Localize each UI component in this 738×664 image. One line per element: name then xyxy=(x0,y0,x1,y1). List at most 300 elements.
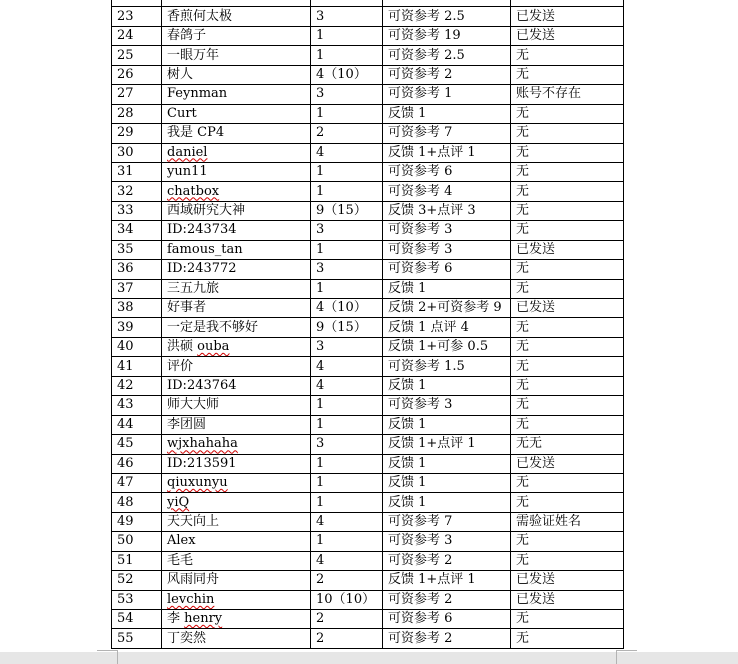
note-cell-text: 可资参考 3 xyxy=(388,533,453,549)
status-cell[interactable] xyxy=(511,318,624,337)
note-cell[interactable] xyxy=(383,571,511,590)
count-cell-text: 1 xyxy=(316,397,325,413)
note-cell[interactable] xyxy=(383,240,511,259)
status-cell[interactable] xyxy=(511,415,624,434)
row-number-cell-text: 34 xyxy=(117,222,134,238)
status-cell-text: 无 xyxy=(516,339,530,355)
table-row xyxy=(112,590,624,609)
note-cell-text: 可资参考 2 xyxy=(388,591,453,607)
status-cell[interactable] xyxy=(511,435,624,454)
count-cell[interactable] xyxy=(311,435,383,454)
status-cell[interactable] xyxy=(511,337,624,356)
status-cell[interactable] xyxy=(511,512,624,531)
count-cell-text: 3 xyxy=(316,339,325,355)
table-row xyxy=(112,104,624,123)
name-cell-text: qiuxunyu xyxy=(167,475,228,491)
note-cell[interactable] xyxy=(383,629,511,648)
status-cell[interactable] xyxy=(511,610,624,629)
status-cell-text: 无 xyxy=(516,397,530,413)
name-cell[interactable] xyxy=(162,26,311,45)
name-cell-text: famous_tan xyxy=(167,241,243,257)
status-cell-text: 无 xyxy=(516,105,530,121)
count-cell[interactable] xyxy=(311,65,383,84)
note-cell-text: 可资参考 3 xyxy=(388,241,453,257)
status-cell-text: 无 xyxy=(516,47,530,63)
count-cell[interactable] xyxy=(311,240,383,259)
row-number-cell-text: 48 xyxy=(117,494,134,510)
name-cell-text: 评价 xyxy=(167,358,194,374)
note-cell-text: 反馈 1 xyxy=(388,377,427,393)
status-cell-text: 无 xyxy=(516,144,530,160)
count-cell-text: 4 xyxy=(316,377,325,393)
row-number-cell[interactable] xyxy=(112,396,162,415)
count-cell-text: 3 xyxy=(316,86,325,102)
row-number-cell-text: 28 xyxy=(117,105,134,121)
note-cell[interactable] xyxy=(383,162,511,181)
name-cell[interactable] xyxy=(162,376,311,395)
note-cell[interactable] xyxy=(383,221,511,240)
status-cell-text: 无 xyxy=(516,611,530,627)
note-cell-text: 可资参考 6 xyxy=(388,611,453,627)
row-number-cell[interactable] xyxy=(112,65,162,84)
count-cell-text: 1 xyxy=(316,241,325,257)
table-row xyxy=(112,337,624,356)
table-row xyxy=(112,376,624,395)
status-cell-text: 已发送 xyxy=(516,572,556,588)
count-cell[interactable] xyxy=(311,473,383,492)
status-cell-text: 无 xyxy=(516,358,530,374)
count-cell[interactable] xyxy=(311,85,383,104)
row-number-cell[interactable] xyxy=(112,7,162,26)
row-number-cell-text: 23 xyxy=(117,8,134,24)
row-number-cell[interactable] xyxy=(112,85,162,104)
count-cell[interactable] xyxy=(311,46,383,65)
status-cell[interactable] xyxy=(511,571,624,590)
row-number-cell-text: 52 xyxy=(117,572,134,588)
name-cell[interactable] xyxy=(162,435,311,454)
count-cell[interactable] xyxy=(311,124,383,143)
note-cell-text: 反馈 1 xyxy=(388,416,427,432)
row-number-cell[interactable] xyxy=(112,221,162,240)
count-cell[interactable] xyxy=(311,201,383,220)
margin-corner-mark-right xyxy=(616,650,637,664)
status-cell-text: 无 xyxy=(516,494,530,510)
count-cell-text: 2 xyxy=(316,630,325,646)
name-cell[interactable] xyxy=(162,396,311,415)
row-number-cell-text: 24 xyxy=(117,28,134,44)
note-cell[interactable] xyxy=(383,454,511,473)
note-cell[interactable] xyxy=(383,551,511,570)
name-cell[interactable] xyxy=(162,299,311,318)
name-cell[interactable] xyxy=(162,454,311,473)
count-cell-text: 1 xyxy=(316,47,325,63)
note-cell[interactable] xyxy=(383,396,511,415)
count-cell[interactable] xyxy=(311,221,383,240)
count-cell[interactable] xyxy=(311,396,383,415)
note-cell[interactable] xyxy=(383,610,511,629)
status-cell[interactable] xyxy=(511,221,624,240)
count-cell[interactable] xyxy=(311,357,383,376)
name-cell-text: 洪硕 ouba xyxy=(167,339,230,355)
status-cell-text: 无 xyxy=(516,261,530,277)
row-number-cell[interactable] xyxy=(112,610,162,629)
status-cell[interactable] xyxy=(511,532,624,551)
row-number-cell[interactable] xyxy=(112,473,162,492)
row-number-cell-text: 42 xyxy=(117,377,134,393)
count-cell-text: 9（15） xyxy=(316,203,367,219)
status-cell[interactable] xyxy=(511,26,624,45)
note-cell[interactable] xyxy=(383,318,511,337)
count-cell-text: 2 xyxy=(316,572,325,588)
count-cell[interactable] xyxy=(311,376,383,395)
count-cell-text: 1 xyxy=(316,105,325,121)
table-row xyxy=(112,299,624,318)
name-cell[interactable] xyxy=(162,415,311,434)
status-cell[interactable] xyxy=(511,104,624,123)
count-cell-text: 4 xyxy=(316,514,325,530)
count-cell[interactable] xyxy=(311,162,383,181)
name-cell[interactable] xyxy=(162,610,311,629)
row-number-cell[interactable] xyxy=(112,162,162,181)
count-cell[interactable] xyxy=(311,0,383,7)
status-cell-text: 需验证姓名 xyxy=(516,514,582,530)
note-cell-text: 反馈 1 点评 4 xyxy=(388,319,469,335)
status-cell[interactable] xyxy=(511,240,624,259)
status-cell[interactable] xyxy=(511,201,624,220)
table-row xyxy=(112,182,624,201)
note-cell[interactable] xyxy=(383,376,511,395)
name-cell-text: 李团圆 xyxy=(167,416,207,432)
status-cell[interactable] xyxy=(511,590,624,609)
table-row xyxy=(112,415,624,434)
count-cell[interactable] xyxy=(311,26,383,45)
count-cell[interactable] xyxy=(311,7,383,26)
note-cell[interactable] xyxy=(383,299,511,318)
name-cell-text: 树人 xyxy=(167,66,194,82)
name-cell-text: yun11 xyxy=(167,164,208,180)
count-cell[interactable] xyxy=(311,299,383,318)
table-row xyxy=(112,7,624,26)
name-cell-text: Feynman xyxy=(167,86,228,102)
note-cell-text: 可资参考 2 xyxy=(388,552,453,568)
note-cell[interactable] xyxy=(383,512,511,531)
name-cell[interactable] xyxy=(162,240,311,259)
row-number-cell[interactable] xyxy=(112,376,162,395)
row-number-cell-text: 30 xyxy=(117,144,134,160)
note-cell[interactable] xyxy=(383,46,511,65)
name-cell[interactable] xyxy=(162,357,311,376)
note-cell-text: 反馈 1 xyxy=(388,475,427,491)
note-cell-text: 可资参考 1 xyxy=(388,86,453,102)
name-cell-text: 西域研究大神 xyxy=(167,203,246,219)
name-cell-text: ID:243734 xyxy=(167,222,237,238)
table-row xyxy=(112,396,624,415)
status-cell[interactable] xyxy=(511,46,624,65)
name-cell[interactable] xyxy=(162,85,311,104)
row-number-cell[interactable] xyxy=(112,551,162,570)
name-cell[interactable] xyxy=(162,124,311,143)
row-number-cell[interactable] xyxy=(112,512,162,531)
name-cell[interactable] xyxy=(162,571,311,590)
row-number-cell[interactable] xyxy=(112,318,162,337)
note-cell[interactable] xyxy=(383,357,511,376)
name-cell-text: ID:243764 xyxy=(167,377,237,393)
note-cell-text: 可资参考 2.5 xyxy=(388,47,465,63)
row-number-cell-text: 55 xyxy=(117,630,134,646)
row-number-cell-text: 39 xyxy=(117,319,134,335)
row-number-cell-text: 53 xyxy=(117,591,134,607)
row-number-cell[interactable] xyxy=(112,182,162,201)
row-number-cell-text: 43 xyxy=(117,397,134,413)
name-cell[interactable] xyxy=(162,512,311,531)
status-cell-text: 无 xyxy=(516,280,530,296)
row-number-cell-text: 50 xyxy=(117,533,134,549)
count-cell[interactable] xyxy=(311,260,383,279)
status-cell-text: 无 xyxy=(516,66,530,82)
note-cell-text: 反馈 2+可资参考 9 xyxy=(388,300,502,316)
status-cell[interactable] xyxy=(511,629,624,648)
name-cell[interactable] xyxy=(162,551,311,570)
name-cell[interactable] xyxy=(162,279,311,298)
count-cell-text: 4 xyxy=(316,144,325,160)
note-cell[interactable] xyxy=(383,435,511,454)
table-row xyxy=(112,143,624,162)
table-row xyxy=(112,512,624,531)
row-number-cell[interactable] xyxy=(112,357,162,376)
row-number-cell-text: 38 xyxy=(117,300,134,316)
note-cell[interactable] xyxy=(383,7,511,26)
table-row xyxy=(112,532,624,551)
status-cell[interactable] xyxy=(511,279,624,298)
count-cell[interactable] xyxy=(311,279,383,298)
name-cell[interactable] xyxy=(162,337,311,356)
name-cell[interactable] xyxy=(162,590,311,609)
name-cell[interactable] xyxy=(162,473,311,492)
note-cell-text: 可资参考 4 xyxy=(388,183,453,199)
count-cell-text: 4 xyxy=(316,358,325,374)
note-cell[interactable] xyxy=(383,590,511,609)
margin-corner-mark-left xyxy=(97,650,118,664)
status-cell[interactable] xyxy=(511,85,624,104)
name-cell[interactable] xyxy=(162,46,311,65)
note-cell[interactable] xyxy=(383,532,511,551)
count-cell-text: 3 xyxy=(316,222,325,238)
count-cell-text: 1 xyxy=(316,494,325,510)
row-number-cell[interactable] xyxy=(112,493,162,512)
count-cell[interactable] xyxy=(311,551,383,570)
row-number-cell[interactable] xyxy=(112,26,162,45)
name-cell-text: daniel xyxy=(167,144,208,160)
count-cell-text: 10（10） xyxy=(316,591,376,607)
count-cell[interactable] xyxy=(311,610,383,629)
note-cell[interactable] xyxy=(383,85,511,104)
name-cell[interactable] xyxy=(162,318,311,337)
row-number-cell[interactable] xyxy=(112,299,162,318)
name-cell[interactable] xyxy=(162,532,311,551)
status-cell[interactable] xyxy=(511,65,624,84)
status-cell-text: 无无 xyxy=(516,436,543,452)
row-number-cell[interactable] xyxy=(112,435,162,454)
note-cell[interactable] xyxy=(383,279,511,298)
row-number-cell[interactable] xyxy=(112,590,162,609)
note-cell-text: 可资参考 2 xyxy=(388,66,453,82)
name-cell[interactable] xyxy=(162,493,311,512)
name-cell[interactable] xyxy=(162,7,311,26)
table-row xyxy=(112,46,624,65)
note-cell[interactable] xyxy=(383,415,511,434)
note-cell[interactable] xyxy=(383,473,511,492)
name-cell[interactable] xyxy=(162,629,311,648)
name-cell-text: Alex xyxy=(167,533,196,549)
name-cell-text: 一定是我不够好 xyxy=(167,319,259,335)
name-cell-text: 李 henry xyxy=(167,611,223,627)
table-row xyxy=(112,65,624,84)
note-cell-text: 反馈 1 xyxy=(388,494,427,510)
table-row xyxy=(112,454,624,473)
status-cell[interactable] xyxy=(511,493,624,512)
name-cell[interactable] xyxy=(162,104,311,123)
name-cell[interactable] xyxy=(162,182,311,201)
note-cell[interactable] xyxy=(383,143,511,162)
row-number-cell-text: 36 xyxy=(117,261,134,277)
note-cell-text: 反馈 1+点评 1 xyxy=(388,144,476,160)
note-cell[interactable] xyxy=(383,26,511,45)
row-number-cell-text: 46 xyxy=(117,455,134,471)
row-number-cell[interactable] xyxy=(112,532,162,551)
note-cell[interactable] xyxy=(383,124,511,143)
status-cell[interactable] xyxy=(511,454,624,473)
count-cell[interactable] xyxy=(311,571,383,590)
row-number-cell[interactable] xyxy=(112,46,162,65)
status-cell[interactable] xyxy=(511,162,624,181)
name-cell[interactable] xyxy=(162,65,311,84)
name-cell-text: 风雨同舟 xyxy=(167,572,220,588)
status-cell[interactable] xyxy=(511,260,624,279)
status-cell-text: 已发送 xyxy=(516,28,556,44)
note-cell-text: 反馈 1+点评 1 xyxy=(388,436,476,452)
note-cell-text: 反馈 3+点评 3 xyxy=(388,203,476,219)
row-number-cell[interactable] xyxy=(112,240,162,259)
status-cell[interactable] xyxy=(511,299,624,318)
status-cell-text: 无 xyxy=(516,164,530,180)
note-cell[interactable] xyxy=(383,65,511,84)
table-row xyxy=(112,473,624,492)
status-cell[interactable] xyxy=(511,376,624,395)
note-cell[interactable] xyxy=(383,0,511,7)
name-cell[interactable] xyxy=(162,221,311,240)
table-row xyxy=(112,162,624,181)
name-cell[interactable] xyxy=(162,143,311,162)
row-number-cell[interactable] xyxy=(112,415,162,434)
status-cell[interactable] xyxy=(511,0,624,7)
count-cell[interactable] xyxy=(311,629,383,648)
row-number-cell[interactable] xyxy=(112,201,162,220)
count-cell-text: 4 xyxy=(316,552,325,568)
note-cell-text: 可资参考 7 xyxy=(388,514,453,530)
status-cell[interactable] xyxy=(511,182,624,201)
row-number-cell-text: 26 xyxy=(117,66,134,82)
note-cell[interactable] xyxy=(383,182,511,201)
table-row xyxy=(112,318,624,337)
count-cell[interactable] xyxy=(311,512,383,531)
status-cell[interactable] xyxy=(511,396,624,415)
count-cell[interactable] xyxy=(311,182,383,201)
count-cell[interactable] xyxy=(311,104,383,123)
table-row xyxy=(112,221,624,240)
status-cell-text: 无 xyxy=(516,222,530,238)
count-cell-text: 1 xyxy=(316,455,325,471)
row-number-cell-text: 29 xyxy=(117,125,134,141)
row-number-cell[interactable] xyxy=(112,143,162,162)
row-number-cell-text: 44 xyxy=(117,416,134,432)
note-cell[interactable] xyxy=(383,493,511,512)
row-number-cell[interactable] xyxy=(112,337,162,356)
note-cell-text: 可资参考 7 xyxy=(388,125,453,141)
status-cell[interactable] xyxy=(511,473,624,492)
table-row xyxy=(112,610,624,629)
count-cell[interactable] xyxy=(311,415,383,434)
status-cell[interactable] xyxy=(511,124,624,143)
row-number-cell[interactable] xyxy=(112,629,162,648)
status-cell-text: 已发送 xyxy=(516,455,556,471)
row-number-cell-text: 40 xyxy=(117,339,134,355)
count-cell-text: 3 xyxy=(316,8,325,24)
count-cell[interactable] xyxy=(311,337,383,356)
name-cell[interactable] xyxy=(162,162,311,181)
row-number-cell[interactable] xyxy=(112,260,162,279)
status-cell-text: 已发送 xyxy=(516,591,556,607)
status-cell[interactable] xyxy=(511,357,624,376)
count-cell[interactable] xyxy=(311,532,383,551)
status-cell-text: 已发送 xyxy=(516,300,556,316)
note-cell-text: 反馈 1+可参 0.5 xyxy=(388,339,489,355)
note-cell[interactable] xyxy=(383,337,511,356)
count-cell-text: 1 xyxy=(316,164,325,180)
row-number-cell[interactable] xyxy=(112,0,162,7)
row-number-cell[interactable] xyxy=(112,571,162,590)
row-number-cell-text: 32 xyxy=(117,183,134,199)
note-cell[interactable] xyxy=(383,201,511,220)
table-row xyxy=(112,279,624,298)
name-cell-text: 丁奕然 xyxy=(167,630,207,646)
status-cell[interactable] xyxy=(511,551,624,570)
row-number-cell[interactable] xyxy=(112,104,162,123)
row-number-cell[interactable] xyxy=(112,279,162,298)
row-number-cell-text: 35 xyxy=(117,241,134,257)
count-cell[interactable] xyxy=(311,454,383,473)
name-cell[interactable] xyxy=(162,201,311,220)
name-cell-text: 我是 CP4 xyxy=(167,125,225,141)
count-cell[interactable] xyxy=(311,493,383,512)
row-number-cell[interactable] xyxy=(112,124,162,143)
name-cell-text: 好事者 xyxy=(167,300,207,316)
name-cell-text: 天天向上 xyxy=(167,514,220,530)
status-cell-text: 账号不存在 xyxy=(516,86,582,102)
name-cell[interactable] xyxy=(162,260,311,279)
row-number-cell[interactable] xyxy=(112,454,162,473)
name-cell[interactable] xyxy=(162,0,311,7)
count-cell-text: 9（15） xyxy=(316,319,367,335)
status-cell[interactable] xyxy=(511,7,624,26)
count-cell[interactable] xyxy=(311,590,383,609)
status-cell-text: 无 xyxy=(516,630,530,646)
note-cell[interactable] xyxy=(383,104,511,123)
status-cell[interactable] xyxy=(511,143,624,162)
count-cell[interactable] xyxy=(311,143,383,162)
count-cell[interactable] xyxy=(311,318,383,337)
note-cell[interactable] xyxy=(383,260,511,279)
name-cell-text: 香煎何太极 xyxy=(167,8,233,24)
